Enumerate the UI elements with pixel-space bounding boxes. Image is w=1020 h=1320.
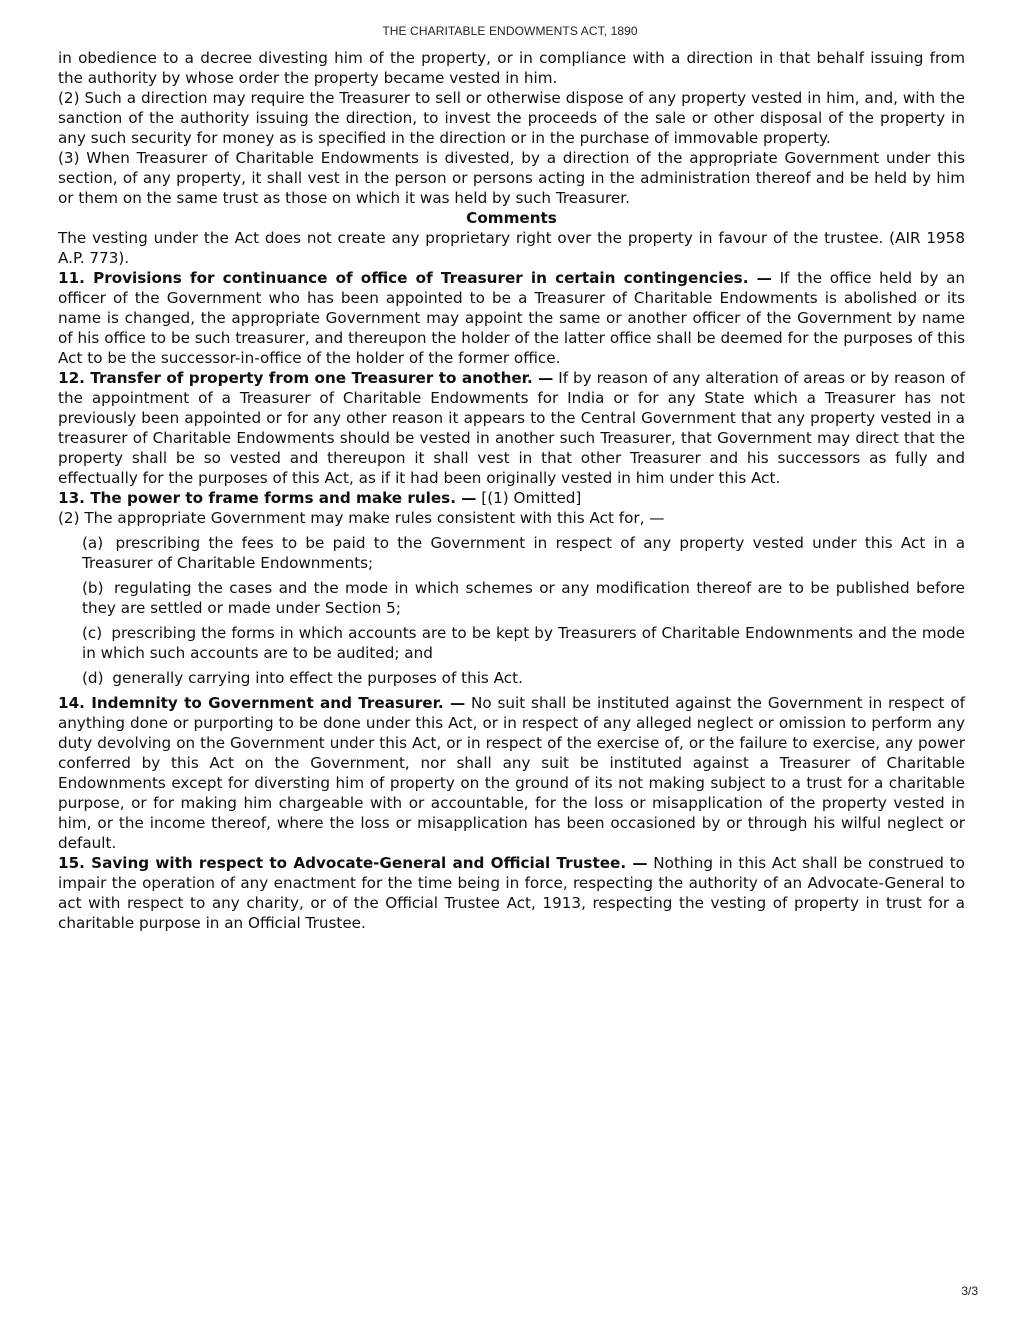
section-14-title: 14. Indemnity to Government and Treasurer. — [58, 694, 466, 712]
running-header: THE CHARITABLE ENDOWMENTS ACT, 1890 [382, 24, 638, 38]
clause-a [82, 533, 965, 573]
section-15 [58, 853, 965, 933]
clause-c [82, 623, 965, 663]
clause-b [82, 578, 965, 618]
section-15-title: 15. Saving with respect to Advocate-General and Official Trustee. — [58, 854, 648, 872]
document-body [58, 48, 965, 933]
clause-a-label: (a) [82, 534, 104, 552]
section-15-text: Nothing in this Act shall be construed to impair the operation of any enactment for the time being in force, respecting the authority of an Advocate-General to act with respect to any charity, or of the Official Trustee Act, 1913, respecting the vesting of property in trust for a charitable purpose in an Official Trustee. [58, 854, 965, 932]
section-13-sub-2: (2) The appropriate Government may make rules consistent with this Act for, — [58, 509, 665, 527]
paragraph-sub-2: (2) Such a direction may require the Treasurer to sell or otherwise dispose of any property vested in him, and, with the sanction of the authority issuing the direction, to invest the proceeds of the sale or other disposal of the property in any such security for money as is specified in the direction or in the purchase of immovable property. [58, 89, 965, 147]
section-14-text: No suit shall be instituted against the Government in respect of anything done or purporting to be done under this Act, or in respect of any alleged neglect or omission to perform any duty devolving on the Government under this Act, or in respect of the exercise of, or the failure to exercise, any power conferred by this Act on the Government, nor shall any suit be instituted against a Treasurer of Charitable Endownments except for diversting him of property on the ground of its not making subject to a trust for a charitable purpose, or for making him chargeable with or accountable, for the loss or misapplication of the property vested in him, or the income thereof, where the loss or misapplication has been occasioned by or through his wilful neglect or default. [58, 694, 965, 852]
paragraph-sub-3: (3) When Treasurer of Charitable Endowments is divested, by a direction of the appropriate Government under this section, of any property, it shall vest in the person or persons acting in the administration thereof and be held by him or them on the same trust as those on which it was held by such Treasurer. [58, 149, 965, 207]
paragraph-continuation: in obedience to a decree divesting him of the property, or in compliance with a direction in that behalf issuing from the authority by whose order the property became vested in him. [58, 49, 965, 87]
comments-heading: Comments [466, 209, 557, 227]
section-14 [58, 693, 965, 853]
section-12-title: 12. Transfer of property from one Treasurer to another. — [58, 369, 554, 387]
comments-text: The vesting under the Act does not create any proprietary right over the property in favour of the trustee. (AIR 1958 A.P. 773). [58, 229, 965, 267]
section-11 [58, 268, 965, 368]
section-13-text: [(1) Omitted] [476, 489, 582, 507]
clause-d-label: (d) [82, 669, 104, 687]
section-12 [58, 368, 965, 488]
section-11-text: If the office held by an officer of the Government who has been appointed to be a Treasurer of Charitable Endowments is abolished or its name is changed, the appropriate Government may appoint the same or another officer of the Government by name of his office to be such treasurer, and thereupon the holder of the latter office shall be deemed for the purposes of this Act to be the successor-in-office of the holder of the former office. [58, 269, 966, 367]
section-12-text: If by reason of any alteration of areas or by reason of the appointment of a Treasurer of Charitable Endowments for India or for any State which a Treasurer has not previously been appointed or for any other reason it appears to the Central Government that any property vested in a treasurer of Charitable Endowments should be vested in another such Treasurer, that Government may direct that the property shall be so vested and thereupon it shall vest in that other Treasurer and his successors as fully and effectually for the purposes of this Act, as if it had been originally vested in him under this Act. [58, 369, 966, 487]
clause-d-text: generally carrying into effect the purposes of this Act. [112, 669, 523, 687]
page-number: 3/3 [961, 1284, 978, 1298]
section-13-title: 13. The power to frame forms and make rules. — [58, 489, 477, 507]
section-13 [58, 488, 965, 508]
clause-c-text: prescribing the forms in which accounts are to be kept by Treasurers of Charitable Endownments and the mode in which such accounts are to be audited; and [82, 624, 966, 662]
section-11-title: 11. Provisions for continuance of office of Treasurer in certain contingencies. — [58, 269, 772, 287]
clause-b-label: (b) [82, 579, 104, 597]
clause-b-text: regulating the cases and the mode in which schemes or any modification thereof are to be published before they are settled or made under Section 5; [82, 579, 966, 617]
clause-d [82, 668, 965, 688]
clause-a-text: prescribing the fees to be paid to the Government in respect of any property vested under this Act in a Treasurer of Charitable Endownments; [82, 534, 965, 572]
clause-c-label: (c) [82, 624, 103, 642]
